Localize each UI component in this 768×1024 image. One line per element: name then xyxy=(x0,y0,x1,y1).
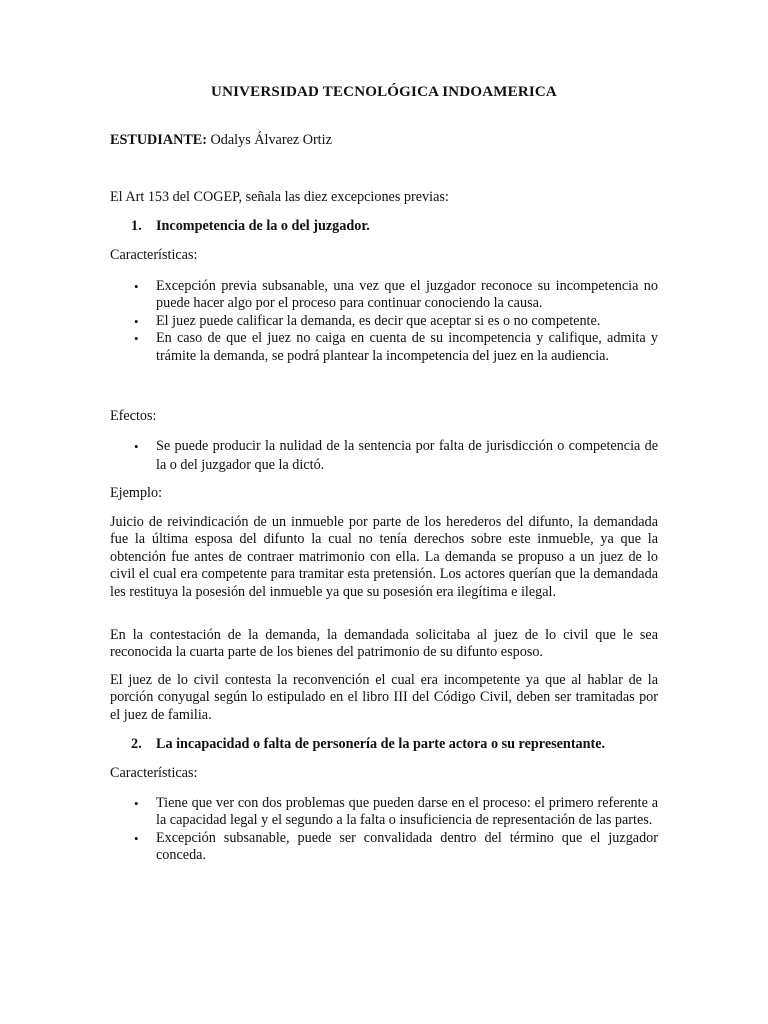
ejemplo-paragraph-2: En la contestación de la demanda, la demandada solicitaba al juez de lo civil que le sea reconocida la cuarta parte de los bienes del patrimonio de su difunto esposo. xyxy=(110,627,658,661)
section-2-caracteristicas-list xyxy=(110,795,658,865)
intro-paragraph: El Art 153 del COGEP, señala las diez excepciones previas: xyxy=(110,189,449,205)
list-item: • Excepción subsanable, puede ser convalidada dentro del término que el juzgador conceda. xyxy=(134,829,658,864)
student-name: Odalys Álvarez Ortiz xyxy=(210,132,332,148)
ejemplo-paragraph-1: Juicio de reivindicación de un inmueble por parte de los herederos del difunto, la demandada fue la última esposa del difunto la cual no tenía derechos sobre este inmueble, ya que la obtención fue antes de contraer matrimonio con ella. La demanda se propuso a un juez de lo civil el cual era competente para tramitar esta pretensión. Los actores querían que la demandada les restituya la posesión del inmueble ya que su posesión era ilegítima e ilegal. xyxy=(110,514,658,600)
ejemplo-paragraph-3: El juez de lo civil contesta la reconvención el cual era incompetente ya que al hablar de la porción conyugal según lo estipulado en el libro III del Código Civil, deben ser tramitadas por el juez de familia. xyxy=(110,672,658,723)
list-item: • Excepción previa subsanable, una vez que el juzgador reconoce su incompetencia no puede hacer algo por el proceso para continuar conociendo la causa. xyxy=(134,278,658,312)
section-1-caracteristicas-list xyxy=(110,278,658,365)
bullet-icon: • xyxy=(134,331,139,347)
section-1-caracteristicas-label: Características: xyxy=(110,247,198,263)
list-item: • Se puede producir la nulidad de la sentencia por falta de jurisdicción o competencia de la o del juzgador que la dictó. xyxy=(134,438,658,473)
list-item: • En caso de que el juez no caiga en cuenta de su incompetencia y califique, admita y trámite la demanda, se podrá plantear la incompetencia del juez en la audiencia. xyxy=(134,330,658,364)
student-label: ESTUDIANTE: xyxy=(110,132,207,148)
university-title: UNIVERSIDAD TECNOLÓGICA INDOAMERICA xyxy=(211,84,557,100)
student-line xyxy=(110,132,332,149)
bullet-icon: • xyxy=(134,830,139,846)
section-2-title: La incapacidad o falta de personería de la parte actora o su representante. xyxy=(156,736,606,752)
section-1-heading xyxy=(131,218,370,235)
section-2-caracteristicas-label: Características: xyxy=(110,765,198,781)
section-1-number: 1. xyxy=(131,218,142,234)
section-2-heading xyxy=(131,736,605,753)
section-1-efectos-list xyxy=(110,437,658,475)
section-1-title: Incompetencia de la o del juzgador. xyxy=(156,218,370,234)
bullet-icon: • xyxy=(134,279,139,294)
bullet-icon: • xyxy=(134,796,139,811)
list-item: • Tiene que ver con dos problemas que pueden darse en el proceso: el primero referente a la capacidad legal y el segundo a la falta o insuficiencia de representación de las partes. xyxy=(134,795,658,829)
list-item: • El juez puede calificar la demanda, es decir que aceptar si es o no competente. xyxy=(134,312,601,329)
section-1-ejemplo-label: Ejemplo: xyxy=(110,485,163,501)
bullet-icon: • xyxy=(134,313,139,329)
section-2-number: 2. xyxy=(131,736,142,752)
bullet-icon: • xyxy=(134,439,139,454)
section-1-efectos-label: Efectos: xyxy=(110,408,157,424)
